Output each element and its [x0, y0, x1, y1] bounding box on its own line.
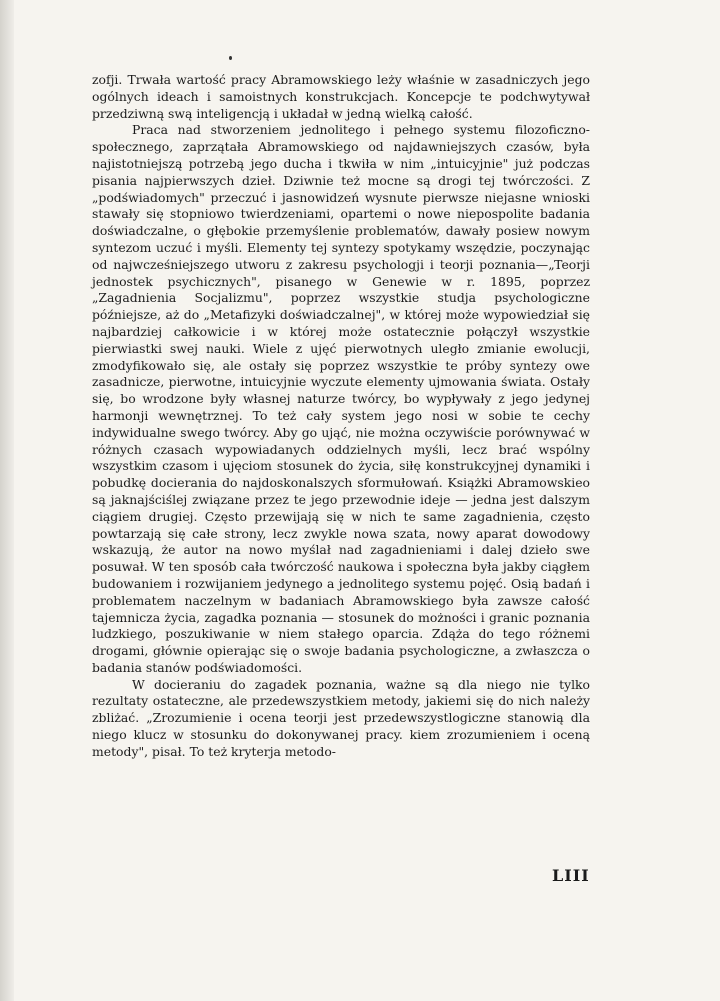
ink-speck: [229, 56, 232, 60]
paragraph-2: Praca nad stworzeniem jednolitego i pełnego systemu filozoficzno-społecznego, zaprzątała Abramowskiego od najdawniejszych czasów, była najistotniejszą potrzebą jego ducha i tkwiła w nim „intuicyjnie" już podczas pisania najpierwszych dzieł. Dziwnie też mocne są drogi tej twórczości. Z „podświadomych" przeczuć i jasnowidzeń wysnute pierwsze niejasne wnioski stawały się stopniowo twierdzeniami, opartemi o nowe niepospolite badania doświadczalne, o głębokie przemyślenie problematów, dawały posiew nowym syntezom uczuć i myśli. Elementy tej syntezy spotykamy wszędzie, poczynając od najwcześniejszego utworu z zakresu psychologji i teorji poznania—„Teorji jednostek psychicznych", pisanego w Genewie w r. 1895, poprzez „Zagadnienia Socjalizmu", poprzez wszystkie studja psychologiczne późniejsze, aż do „Metafizyki doświadczalnej", w której może wypowiedział się najbardziej całkowicie i w której może ostatecznie połączył wszystkie pierwiastki swej nauki. Wiele z ujęć pierwotnych uległo zmianie ewolucji, zmodyfikowało się, ale ostały się poprzez wszystkie te próby syntezy owe zasadnicze, pierwotne, intuicyjnie wyczute elementy ujmowania świata. Ostały się, bo wrodzone były własnej naturze twórcy, bo wypływały z jego jedynej harmonji wewnętrznej. To też cały system jego nosi w sobie te cechy indywidualne swego twórcy. Aby go ująć, nie można oczywiście porównywać w różnych czasach wypowiadanych oddzielnych myśli, lecz brać wspólny wszystkim czasom i ujęciom stosunek do życia, siłę konstrukcyjnej dynamiki i pobudkę docierania do najdoskonalszych sformułowań. Książki Abramowskieo są jaknajściślej związane przez te jego przewodnie ideje — jedna jest dalszym ciągiem drugiej. Często przewijają się w nich te same zagadnienia, często powtarzają się całe strony, lecz zwykle nowa szata, nowy aparat dowodowy wskazują, że autor na nowo myślał nad zagadnieniami i dalej dzieło swe posuwał. W ten sposób cała twórczość naukowa i społeczna była jakby ciągłem budowaniem i rozwijaniem jedynego a jednolitego systemu pojęć. Osią badań i problematem naczelnym w badaniach Abramowskiego była zawsze całość tajemnicza życia, zagadka poznania — stosunek do możności i granic poznania ludzkiego, poszukiwanie w niem stałego oparcia. Zdąża do tego różnemi drogami, głównie opierając się o swoje badania psychologiczne, a zwłaszcza o badania stanów podświadomości.: [92, 122, 590, 675]
page-edge-shadow: [0, 0, 14, 1001]
paragraph-1: zofji. Trwała wartość pracy Abramowskiego leży właśnie w zasadniczych jego ogólnych ideach i samoistnych konstrukcjach. Koncepcje te podchwytywał przedziwną swą inteligencją i układał w jedną wielką całość.: [92, 72, 590, 121]
page-number: LIII: [552, 866, 590, 885]
body-text: [92, 72, 590, 761]
paragraph-3: W docieraniu do zagadek poznania, ważne są dla niego nie tylko rezultaty ostateczne, ale przedewszystkiem metody, jakiemi się do nich należy zbliżać. „Zrozumienie i ocena teorji jest przedewszystlogiczne stanowią dla niego klucz w stosunku do dokonywanej pracy. kiem zrozumieniem i oceną metody", pisał. To też kryterja metodo-: [92, 676, 590, 759]
